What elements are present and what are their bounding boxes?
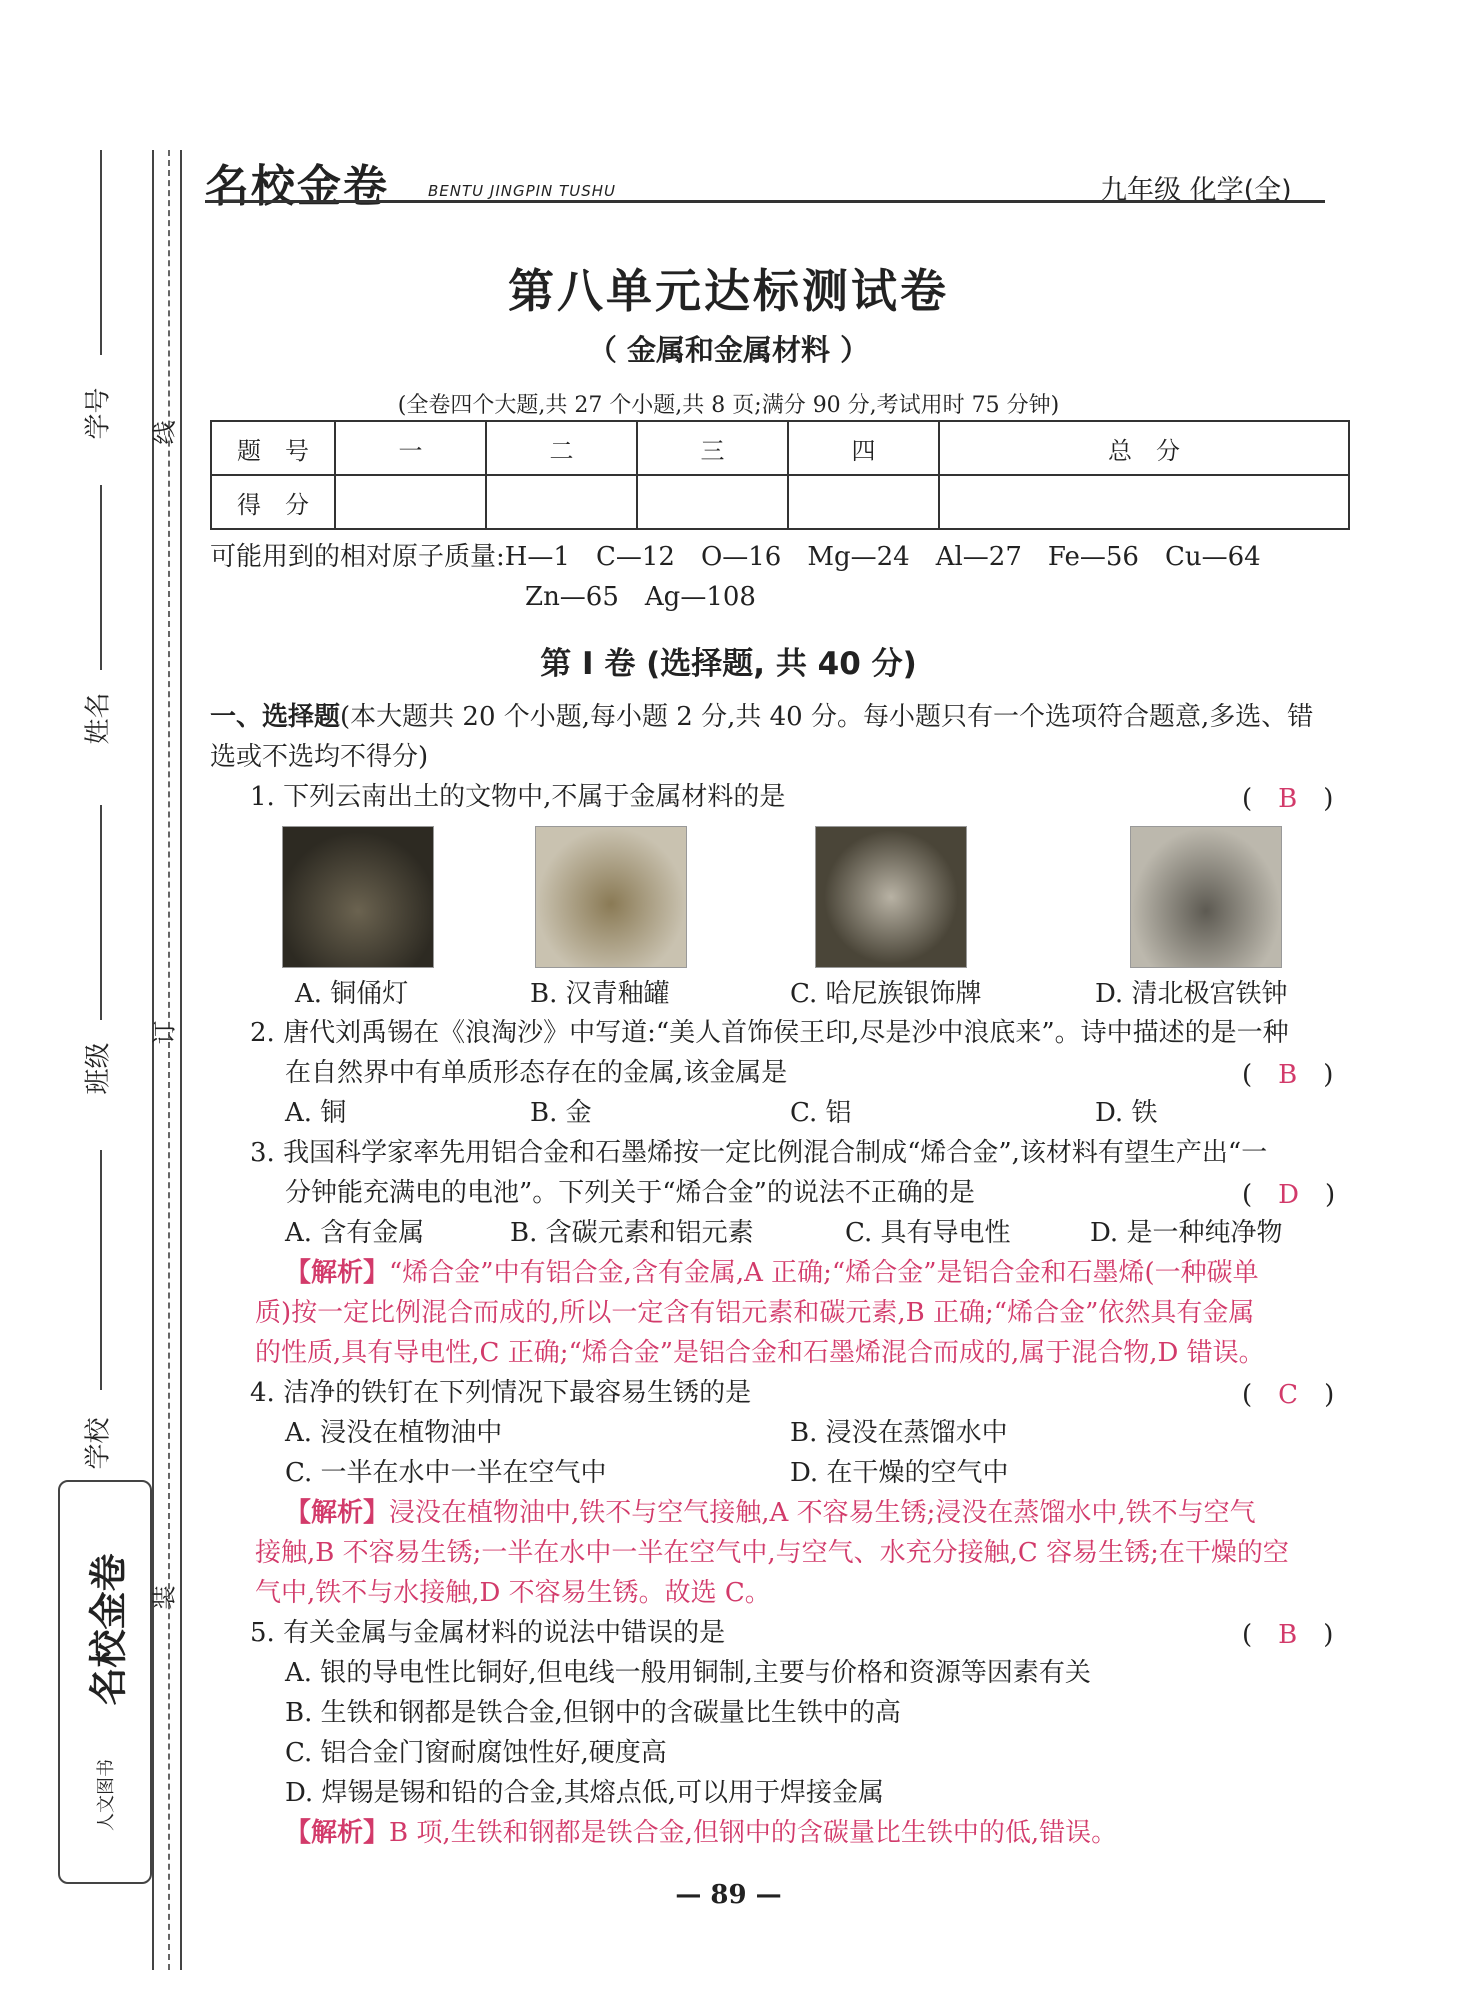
q1-option-a: A. 铜俑灯	[295, 979, 409, 1009]
q2-answer-value: B	[1278, 1060, 1298, 1090]
q3-answer: ( D )	[1242, 1180, 1336, 1210]
q4-analysis-line3: 气中,铁不与水接触,D 不容易生锈。故选 C。	[255, 1578, 771, 1608]
q1-option-d: D. 清北极宫铁钟	[1095, 979, 1288, 1009]
school-label: 学校	[83, 1417, 114, 1470]
score-cell[interactable]	[486, 475, 637, 529]
q5-analysis-tag: 【解析】	[285, 1818, 390, 1848]
q3-analysis-tag: 【解析】	[285, 1258, 390, 1288]
q5-answer-value: B	[1278, 1620, 1298, 1650]
student-number-blank	[100, 150, 102, 355]
q3-option-c: C. 具有导电性	[845, 1218, 1011, 1248]
part1-intro	[210, 698, 1313, 736]
score-table-score-row	[211, 475, 1349, 529]
student-name-label: 姓名	[83, 692, 114, 745]
q4-answer-value: C	[1278, 1380, 1299, 1410]
score-cell[interactable]	[637, 475, 788, 529]
q1-stem: 1. 下列云南出土的文物中,不属于金属材料的是	[250, 782, 786, 812]
score-cell[interactable]	[788, 475, 939, 529]
student-number-label: 学号	[83, 387, 114, 440]
q2-stem-line1: 2. 唐代刘禹锡在《浪淘沙》中写道:“美人首饰侯王印,尽是沙中浪底来”。诗中描述的是一种	[250, 1018, 1289, 1048]
q3-analysis-line2: 质)按一定比例混合而成的,所以一定含有铝元素和碳元素,B 正确;“烯合金”依然具有金属	[255, 1298, 1255, 1328]
q2-option-a: A. 铜	[285, 1098, 347, 1128]
q4-option-b: B. 浸没在蒸馏水中	[790, 1418, 1008, 1448]
q5-answer: ( B )	[1242, 1620, 1334, 1650]
q5-stem: 5. 有关金属与金属材料的说法中错误的是	[250, 1618, 726, 1648]
score-cell[interactable]	[335, 475, 486, 529]
q2-option-b: B. 金	[530, 1098, 592, 1128]
q2-answer: ( B )	[1242, 1060, 1334, 1090]
part1-intro-text: (本大题共 20 个小题,每小题 2 分,共 40 分。每小题只有一个选项符合题意,多选、错	[340, 702, 1314, 732]
q5-option-d: D. 焊锡是锡和铅的合金,其熔点低,可以用于焊接金属	[285, 1778, 884, 1808]
q2-option-c: C. 铝	[790, 1098, 852, 1128]
watermark-overlay	[270, 1810, 970, 1990]
grade-subject: 九年级 化学(全)	[1100, 175, 1292, 206]
publisher-text: 人文图书	[96, 1759, 117, 1831]
q1-image-a	[282, 826, 434, 968]
score-row-label: 得 分	[211, 475, 335, 529]
q2-stem-line2: 在自然界中有单质形态存在的金属,该金属是	[285, 1058, 788, 1088]
q5-analysis-text1: B 项,生铁和钢都是铁合金,但钢中的含碳量比生铁中的低,错误。	[389, 1818, 1118, 1848]
q1-answer-value: B	[1278, 784, 1298, 814]
q4-stem: 4. 洁净的铁钉在下列情况下最容易生锈的是	[250, 1378, 752, 1408]
score-cell[interactable]	[939, 475, 1349, 529]
header-rule	[205, 200, 1325, 203]
q4-analysis-line1	[285, 1494, 1256, 1532]
brand-english: BENTU JINGPIN TUSHU	[428, 182, 616, 200]
q1-answer: ( B )	[1242, 784, 1334, 814]
score-header-cell: 三	[637, 421, 788, 475]
atomic-mass-line2: Zn—65 Ag—108	[525, 582, 756, 612]
score-table	[210, 420, 1350, 530]
q1-image-c	[815, 826, 967, 968]
class-blank	[100, 805, 102, 1020]
q4-option-d: D. 在干燥的空气中	[790, 1458, 1009, 1488]
q5-option-a: A. 银的导电性比铜好,但电线一般用铜制,主要与价格和资源等因素有关	[285, 1658, 1091, 1688]
q1-option-b: B. 汉青釉罐	[530, 979, 670, 1009]
bind-mark: 订	[150, 1020, 179, 1045]
q5-option-b: B. 生铁和钢都是铁合金,但钢中的含碳量比生铁中的高	[285, 1698, 901, 1728]
page-number: — 89 —	[675, 1880, 782, 1910]
q4-analysis-text1: 浸没在植物油中,铁不与空气接触,A 不容易生锈;浸没在蒸馏水中,铁不与空气	[389, 1498, 1256, 1528]
score-table-header-row	[211, 421, 1349, 475]
q3-option-d: D. 是一种纯净物	[1090, 1218, 1283, 1248]
q1-option-c: C. 哈尼族银饰牌	[790, 979, 982, 1009]
class-label: 班级	[83, 1042, 114, 1095]
atomic-mass-line1: 可能用到的相对原子质量:H—1 C—12 O—16 Mg—24 Al—27 Fe—56 Cu—64	[210, 542, 1261, 572]
q3-option-b: B. 含碳元素和铝元素	[510, 1218, 754, 1248]
q5-option-c: C. 铝合金门窗耐腐蚀性好,硬度高	[285, 1738, 667, 1768]
exam-info: (全卷四个大题,共 27 个小题,共 8 页;满分 90 分,考试用时 75 分钟)	[397, 393, 1060, 418]
score-header-cell: 总 分	[939, 421, 1349, 475]
school-blank	[100, 1150, 102, 1390]
cut-line-mark: 线	[150, 420, 179, 445]
score-header-cell: 二	[486, 421, 637, 475]
score-header-cell: 一	[335, 421, 486, 475]
q1-image-b	[535, 826, 687, 968]
score-header-cell: 题 号	[211, 421, 335, 475]
part1-intro-heading: 一、选择题	[210, 702, 341, 732]
q4-option-c: C. 一半在水中一半在空气中	[285, 1458, 607, 1488]
q3-stem-line2: 分钟能充满电的电池”。下列关于“烯合金”的说法不正确的是	[285, 1178, 975, 1208]
q3-option-a: A. 含有金属	[285, 1218, 425, 1248]
brand-logo: 名校金卷	[205, 161, 389, 212]
score-header-cell: 四	[788, 421, 939, 475]
q4-analysis-line2: 接触,B 不容易生锈;一半在水中一半在空气中,与空气、水充分接触,C 容易生锈;在干燥的空	[255, 1538, 1289, 1568]
binding-solid-line-2	[180, 150, 182, 1970]
brand-vertical-text: 名校金卷	[86, 1553, 131, 1706]
q2-option-d: D. 铁	[1095, 1098, 1158, 1128]
q3-answer-value: D	[1278, 1180, 1300, 1210]
page-title: 第八单元达标测试卷	[508, 264, 949, 318]
staple-mark: 装	[150, 1585, 179, 1610]
q4-option-a: A. 浸没在植物油中	[285, 1418, 503, 1448]
q3-stem-line1: 3. 我国科学家率先用铝合金和石墨烯按一定比例混合制成“烯合金”,该材料有望生产出“一	[250, 1138, 1268, 1168]
q1-image-d	[1130, 826, 1282, 968]
section-title: 第 Ⅰ 卷 (选择题, 共 40 分)	[540, 646, 917, 682]
q4-analysis-tag: 【解析】	[285, 1498, 390, 1528]
q3-analysis-text1: “烯合金”中有铝合金,含有金属,A 正确;“烯合金”是铝合金和石墨烯(一种碳单	[389, 1258, 1259, 1288]
part1-intro-2: 选或不选均不得分)	[210, 742, 429, 772]
q3-analysis-line3: 的性质,具有导电性,C 正确;“烯合金”是铝合金和石墨烯混合而成的,属于混合物,D 错误。	[255, 1338, 1265, 1368]
brand-vertical-logo	[58, 1480, 152, 1884]
page-subtitle: （ 金属和金属材料 ）	[587, 333, 870, 367]
q4-answer: ( C )	[1242, 1380, 1335, 1410]
